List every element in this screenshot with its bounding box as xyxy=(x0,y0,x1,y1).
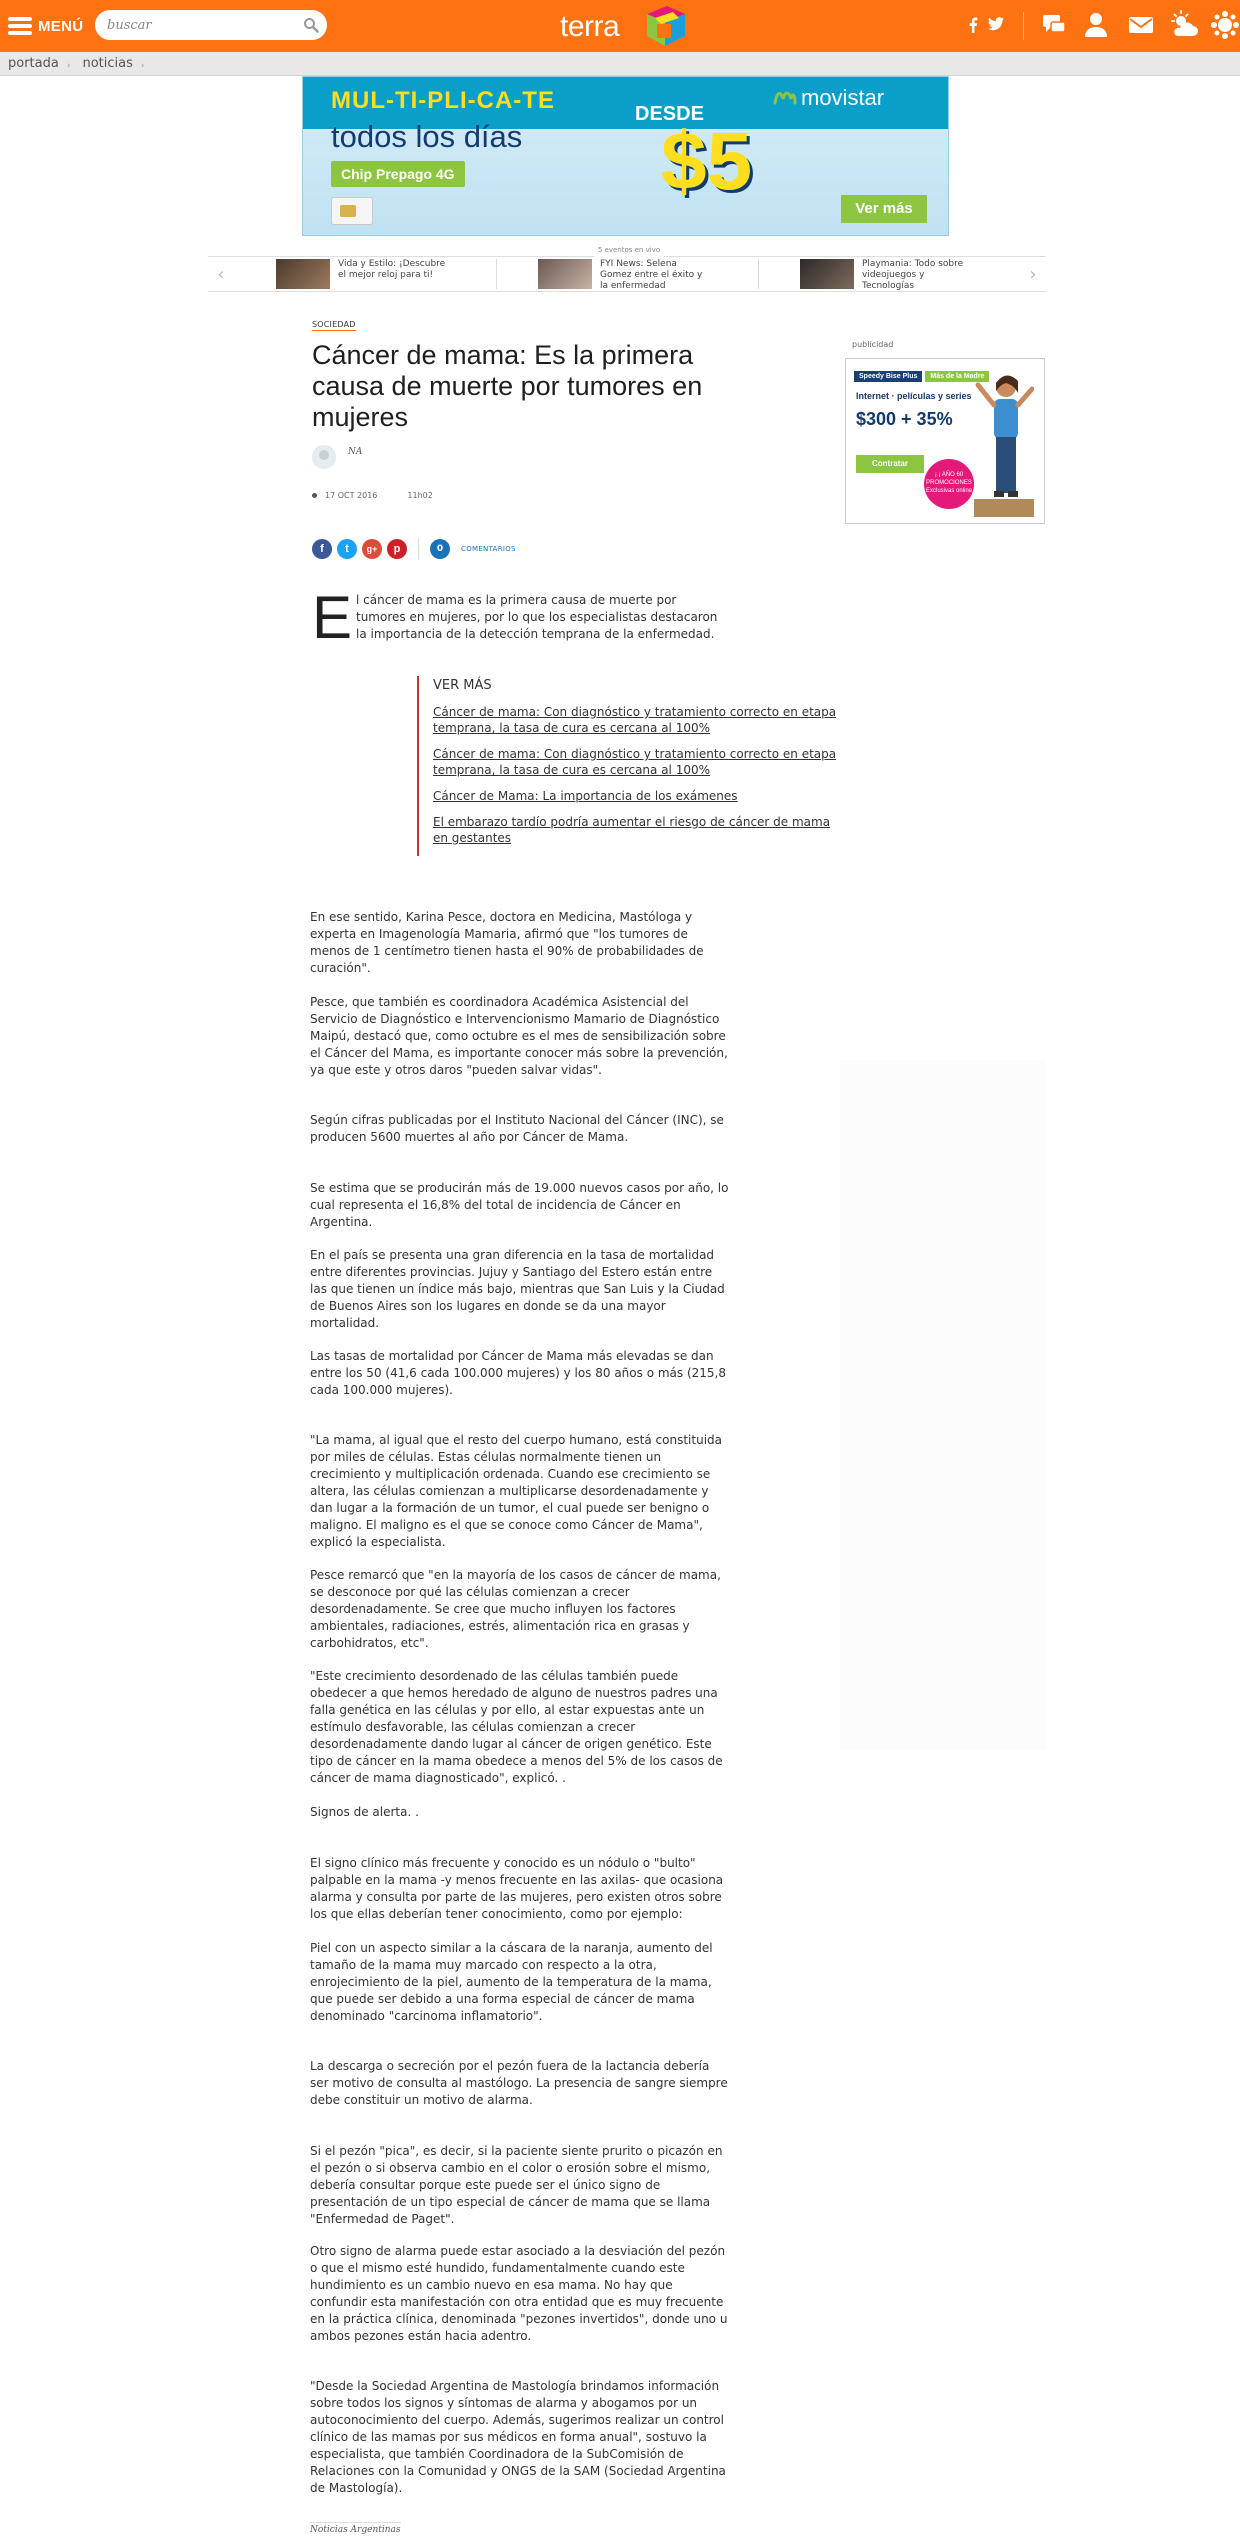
menu-button[interactable] xyxy=(8,14,83,38)
banner-cta-button[interactable]: Ver más xyxy=(841,195,927,223)
banner-subline: todos los días xyxy=(331,119,523,154)
article-paragraph: En ese sentido, Karina Pesce, doctora en Medicina, Mastóloga y experta en Imagenología Mamaria, afirmó que "los tumores de menos de 1 centímetro tienen hasta el 90% de probabilidades de curación". xyxy=(310,910,704,975)
article-paragraph: "Desde la Sociedad Argentina de Mastología brindamos información sobre todos los signos y síntomas de alarma y abogamos por un autoconocimiento del cuerpo. Además, sugerimos realizar un control clínico de las mamas por sus médicos en forma anual", sostuvo la especialista, que también Coordinadora de la SubComisión de Relaciones con la Comunidad y ONGS de la SAM (Sociedad Argentina de Mastología). xyxy=(310,2379,726,2495)
terra-logo[interactable] xyxy=(560,4,695,48)
article-paragraph: Pesce, que también es coordinadora Académica Asistencial del Servicio de Diagnóstico e Intervencionismo Mamario de Diagnóstico Maipú, destacó que, como octubre es el mes de sensibilización sobre el Cáncer del Mama, es importante conocer más sobre la prevención, ya que este y otros daros "pueden salvar vidas". xyxy=(310,995,728,1077)
carousel-divider xyxy=(496,259,497,289)
share-divider xyxy=(418,538,419,560)
calendar-icon xyxy=(312,493,317,498)
pinterest-share-icon[interactable]: p xyxy=(387,539,407,559)
sim-card-icon xyxy=(331,197,373,225)
facebook-icon[interactable] xyxy=(968,17,978,33)
twitter-share-icon[interactable]: t xyxy=(337,539,357,559)
lead-dropcap: E xyxy=(312,584,353,651)
logo-text: terra xyxy=(560,10,620,43)
banner-headline: MUL-TI-PLI-CA-TE xyxy=(331,87,555,114)
article-paragraph: Signos de alerta. . xyxy=(310,1805,419,1819)
carousel-thumbnail xyxy=(276,259,330,289)
mail-icon[interactable] xyxy=(1126,10,1156,40)
top-header xyxy=(0,0,1240,52)
article-paragraph: El signo clínico más frecuente y conocido es un nódulo o "bulto" palpable en la mama -y menos frecuente en las axilas- que ocasiona alarma y consulta por parte de las mujeres, pero existen otros sobre los que ellas deberían tener conocimiento, como por ejemplo: xyxy=(310,1856,724,1921)
carousel-item-text: FYI News: Selena Gomez entre el éxito y la enfermedad xyxy=(600,259,703,291)
sidebar-ad-tabs xyxy=(854,371,989,382)
article-paragraph: "La mama, al igual que el resto del cuerpo humano, está constituida por miles de células. Estas células normalmente tienen un crecimiento y multiplicación ordenada. Cuando ese crecimiento se altera, las células comienzan a multiplicarse desordenadamente y dan lugar a la formación de un tumor, el cual puede ser benigno o maligno. El maligno es el que se conoce como Cáncer de Mama", explicó la especialista. xyxy=(310,1433,722,1549)
sidebar-ad-price: $300 + 35% xyxy=(856,409,953,429)
carousel-item[interactable] xyxy=(800,259,972,289)
sidebar-ad-cta-button[interactable]: Contratar xyxy=(856,455,924,473)
sidebar-ad-badge: ¡ ¡ AÑO 60 PROMOCIONES Exclusivas online xyxy=(924,459,974,509)
banner-price: $5 xyxy=(661,116,753,207)
person-illustration-icon xyxy=(974,367,1034,517)
carousel-item-text: Playmania: Todo sobre videojuegos y Tecnologías xyxy=(862,259,964,291)
related-links-box xyxy=(417,676,837,856)
comments-count-badge[interactable]: 0 xyxy=(430,539,450,559)
article-paragraph: La descarga o secreción por el pezón fuera de la lactancia debería ser motivo de consulta al mastólogo. La presencia de sangre siempre debe constituir un motivo de alarma. xyxy=(310,2059,728,2107)
menu-label: MENÚ xyxy=(38,17,84,35)
article-paragraph: Se estima que se producirán más de 19.000 nuevos casos por año, lo cual representa el 16,8% del total de incidencia de Cáncer en Argentina. xyxy=(310,1181,729,1229)
article-paragraph: Piel con un aspecto similar a la cáscara de la naranja, aumento del tamaño de la mama muy marcado con respecto a la otra, enrojecimiento de la piel, aumento de la temperatura de la mama, que puede ser debido a una forma especial de cáncer de mama denominado "carcinoma inflamatorio". xyxy=(310,1941,713,2023)
movistar-logo-icon xyxy=(773,89,797,105)
carousel-thumbnail xyxy=(800,259,854,289)
article-paragraph: En el país se presenta una gran diferencia en la tasa de mortalidad entre diferentes provincias. Jujuy y Santiago del Estero están entre las que tienen un índice más bajo, mientras que San Luis y la Ciudad de Buenos Aires son los lugares en donde se da una mayor mortalidad. xyxy=(310,1248,725,1330)
banner-brand: movistar xyxy=(801,85,885,110)
article-author[interactable]: NA xyxy=(348,447,363,457)
breadcrumb xyxy=(0,52,1240,76)
carousel-caption: 5 eventos en vivo xyxy=(594,246,664,258)
hamburger-icon xyxy=(8,17,32,35)
carousel-item[interactable] xyxy=(276,259,448,289)
avatar xyxy=(312,445,336,469)
related-link[interactable]: El embarazo tardío podría aumentar el riesgo de cáncer de mama en gestantes xyxy=(433,815,831,845)
article-paragraph: "Este crecimiento desordenado de las células también puede obedecer a que hemos heredado de alguno de nuestros padres una falla genética en las células y por ello, al estar expuestas ante un estímulo desfavorable, las células comienzan a crecer desordenadamente dando lugar al cáncer de origen genético. Este tipo de cáncer en la mama obedece a menos del 5% de los casos de cáncer de mama diagnosticado", explicó. . xyxy=(310,1669,723,1785)
facebook-share-icon[interactable]: f xyxy=(312,539,332,559)
article-paragraph: Las tasas de mortalidad por Cáncer de Mama más elevadas se dan entre los 50 (41,6 cada 100.000 mujeres) y los 80 años o más (215,8 cada 100.000 mujeres). xyxy=(310,1349,726,1397)
article-date: 17 OCT 2016 xyxy=(325,491,378,500)
breadcrumb-chevron-icon: › xyxy=(140,60,145,71)
breadcrumb-chevron-icon: › xyxy=(66,60,71,71)
article-paragraph: Pesce remarcó que "en la mayoría de los casos de cáncer de mama, se desconoce por qué las células comienzan a crecer desordenadamente. Se cree que mucho influyen los factores ambientales, radiaciones, estrés, alimentación rica en grasas y carbohidratos, etc". xyxy=(310,1568,721,1650)
carousel-item[interactable] xyxy=(538,259,710,289)
user-icon[interactable] xyxy=(1081,10,1111,40)
related-link[interactable]: Cáncer de Mama: La importancia de los exámenes xyxy=(433,789,738,803)
carousel-thumbnail xyxy=(538,259,592,289)
article-category[interactable]: SOCIEDAD xyxy=(312,320,356,329)
banner-desde: DESDE xyxy=(635,103,704,125)
article-paragraph: Según cifras publicadas por el Instituto Nacional del Cáncer (INC), se producen 5600 muertes al año por Cáncer de Mama. xyxy=(310,1113,724,1144)
sidebar-ad-tab: Speedy Bise Plus xyxy=(854,371,922,382)
breadcrumb-noticias[interactable]: noticias xyxy=(82,56,133,71)
horoscope-icon[interactable] xyxy=(1210,10,1240,40)
article-time: 11h02 xyxy=(407,491,433,500)
news-carousel xyxy=(208,246,1046,292)
related-link[interactable]: Cáncer de mama: Con diagnóstico y tratamiento correcto en etapa temprana, la tasa de cura es cercana al 100% xyxy=(433,705,837,735)
twitter-icon[interactable] xyxy=(988,17,1004,31)
sidebar-empty-slot xyxy=(840,1060,1046,1750)
related-links-title: VER MÁS xyxy=(433,678,492,693)
article-meta xyxy=(312,491,433,500)
ad-banner[interactable] xyxy=(302,76,949,236)
sidebar-ad-label: publicidad xyxy=(852,340,894,349)
carousel-next-icon[interactable]: › xyxy=(1029,263,1037,285)
article-source: Noticias Argentinas xyxy=(310,2522,401,2535)
sidebar-ad-headline: Internet · películas y series xyxy=(856,391,972,401)
logo-cube-icon xyxy=(643,4,689,48)
banner-chip-label: Chip Prepago 4G xyxy=(331,161,465,187)
googleplus-share-icon[interactable]: g+ xyxy=(362,539,382,559)
related-link[interactable]: Cáncer de mama: Con diagnóstico y tratamiento correcto en etapa temprana, la tasa de cura es cercana al 100% xyxy=(433,747,837,777)
article-paragraph: Otro signo de alarma puede estar asociado a la desviación del pezón o que el mismo esté hundido, fundamentalmente cuando este hundimiento es un cambio nuevo en esa mama. No hay que confundir esta manifestación con otra entidad que es muy frecuente en la práctica clínica, denominada "pezones invertidos", donde uno u ambos pezones están hacia adentro. xyxy=(310,2244,728,2343)
search-box xyxy=(95,10,327,40)
article-paragraph: Si el pezón "pica", es decir, si la paciente siente prurito o picazón en el pezón o si observa cambio en el color o erosión sobre el mismo, debería consultar porque este puede ser el único signo de presentación de un tipo especial de cáncer de mama que se llama "Enfermedad de Paget". xyxy=(310,2144,723,2226)
share-bar xyxy=(312,538,516,560)
sidebar-ad-tab: Más de la Madre xyxy=(925,371,989,382)
carousel-prev-icon[interactable]: ‹ xyxy=(217,263,225,285)
article-title: Cáncer de mama: Es la primera causa de muerte por tumores en mujeres xyxy=(312,340,703,432)
header-divider xyxy=(1023,12,1024,40)
carousel-item-text: Vida y Estilo: ¡Descubre el mejor reloj para ti! xyxy=(338,259,446,280)
chat-icon[interactable] xyxy=(1039,10,1069,40)
search-icon[interactable] xyxy=(303,17,319,33)
weather-icon[interactable] xyxy=(1169,10,1199,40)
lead-text: l cáncer de mama es la primera causa de muerte por tumores en mujeres, por lo que los especialistas destacaron la importancia de la detección temprana de la enfermedad. xyxy=(356,593,718,641)
carousel-divider xyxy=(758,259,759,289)
breadcrumb-portada[interactable]: portada xyxy=(8,56,59,71)
comments-link[interactable]: COMENTARIOS xyxy=(461,545,516,553)
search-input[interactable] xyxy=(107,15,292,35)
sidebar-ad[interactable] xyxy=(845,358,1045,524)
header-social xyxy=(968,17,1004,33)
